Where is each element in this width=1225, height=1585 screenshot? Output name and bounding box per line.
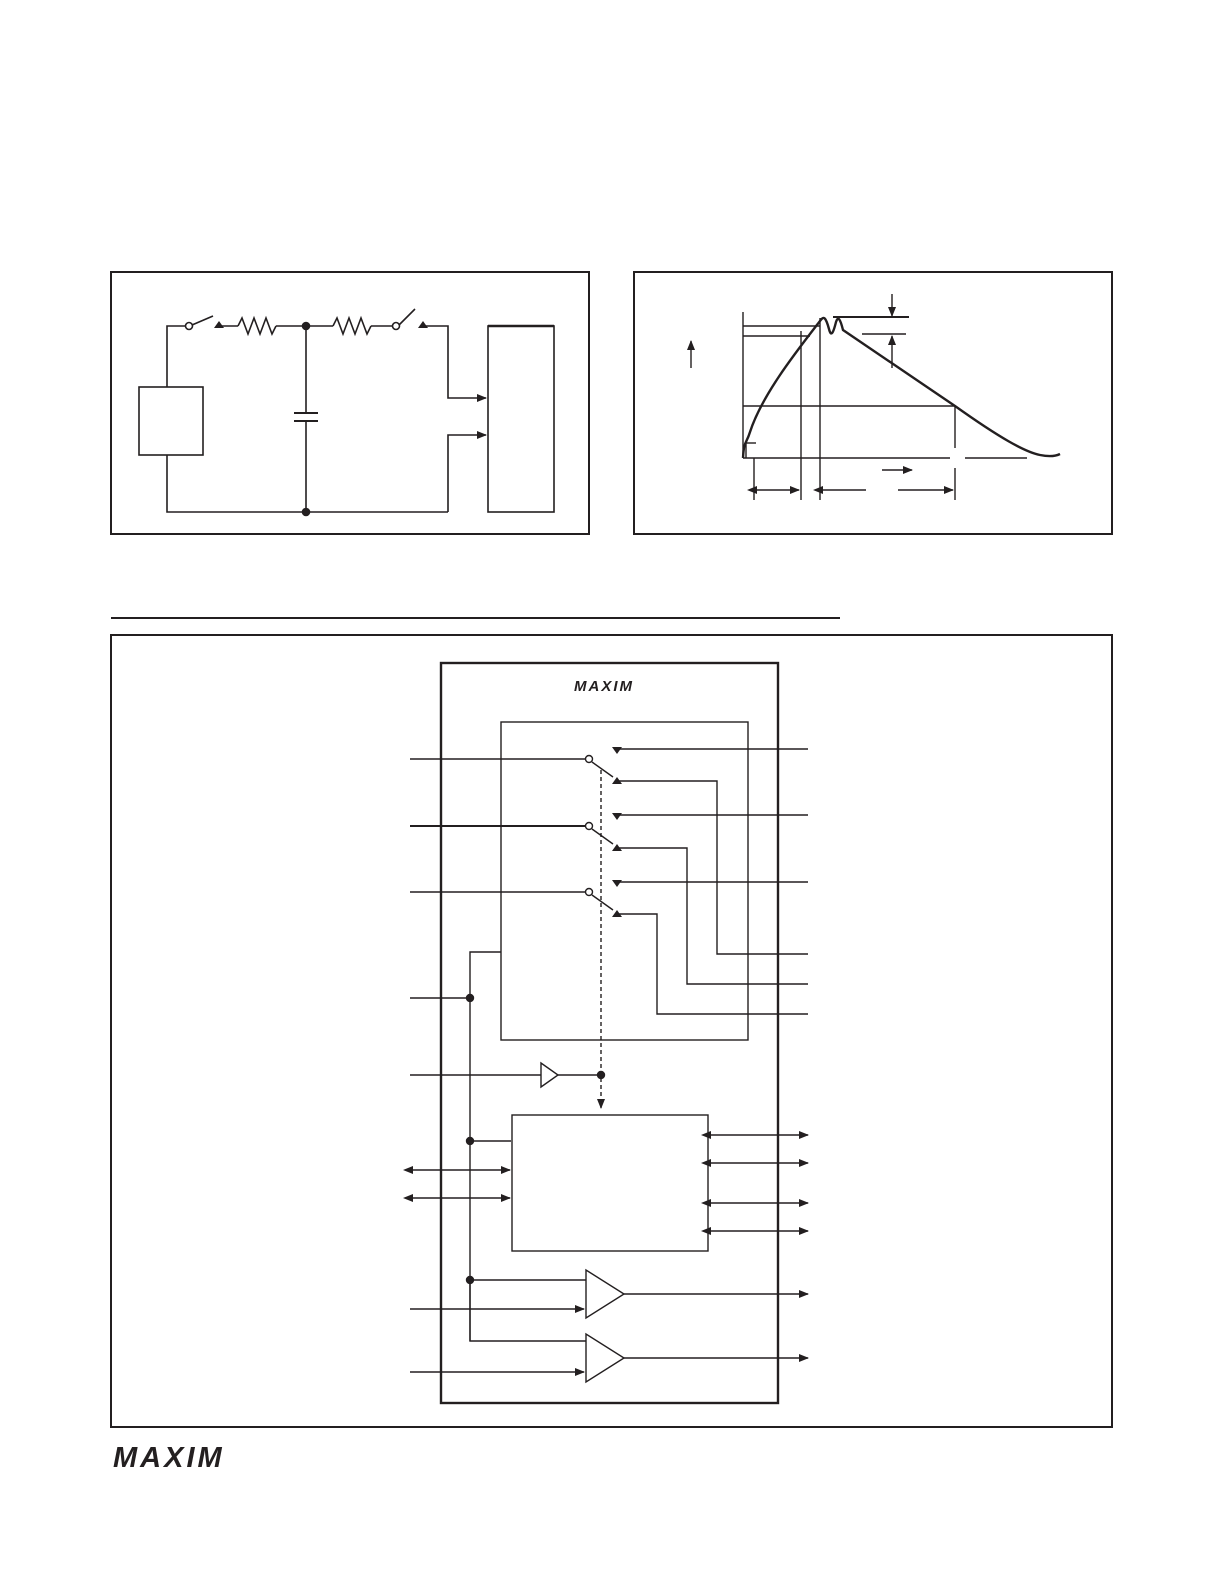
discharge-switch-blade: [399, 309, 415, 325]
charge-switch-pivot: [186, 323, 193, 330]
switch-1-blade: [592, 762, 613, 777]
dut-ground-wire: [448, 435, 486, 512]
discharge-resistor: [333, 318, 371, 334]
charge-switch-blade: [192, 316, 213, 325]
esd-test-circuit-frame: [111, 272, 589, 534]
switch-2-blade: [592, 829, 613, 844]
functional-diagram-frame: [111, 635, 1112, 1427]
high-voltage-source: [139, 387, 203, 455]
switch-matrix-block: [501, 722, 748, 1040]
switch-3-blade: [592, 895, 613, 910]
discharge-switch-contact: [418, 321, 428, 328]
functional-diagram-figure: [111, 635, 1112, 1427]
ground-return-wire: [167, 455, 448, 512]
dut-discharge-wire: [423, 326, 486, 398]
supply-to-comparator-2: [470, 1280, 586, 1341]
esd-waveform-frame: [634, 272, 1112, 534]
switch-3-nc-line: [617, 914, 808, 1014]
discharge-switch-pivot: [393, 323, 400, 330]
charge-switch-contact: [214, 321, 224, 328]
switch-3-no-contact: [612, 880, 622, 887]
control-logic-block: [512, 1115, 708, 1251]
switch-1-pivot: [586, 756, 593, 763]
switch-2-pivot: [586, 823, 593, 830]
esd-test-circuit-figure: [111, 272, 589, 534]
device-under-test: [488, 326, 554, 512]
esd-current-pulse: [743, 318, 1060, 458]
switch-2-no-contact: [612, 813, 622, 820]
chip-maxim-logo: MAXIM: [574, 678, 634, 695]
enable-node: [598, 1072, 605, 1079]
comparator-2: [586, 1334, 624, 1382]
switch-2-nc-line: [617, 848, 808, 984]
capacitor-bottom-node: [303, 509, 310, 516]
switch-3-pivot: [586, 889, 593, 896]
charge-resistor: [238, 318, 276, 334]
supply-to-switch-block: [470, 952, 501, 998]
switch-1-no-contact: [612, 747, 622, 754]
footer-maxim-logo: MAXIM: [113, 1442, 225, 1474]
enable-buffer: [541, 1063, 558, 1087]
comparator-1: [586, 1270, 624, 1318]
source-top-wire: [167, 326, 186, 387]
esd-waveform-figure: [634, 272, 1112, 534]
switch-1-nc-line: [617, 781, 808, 954]
